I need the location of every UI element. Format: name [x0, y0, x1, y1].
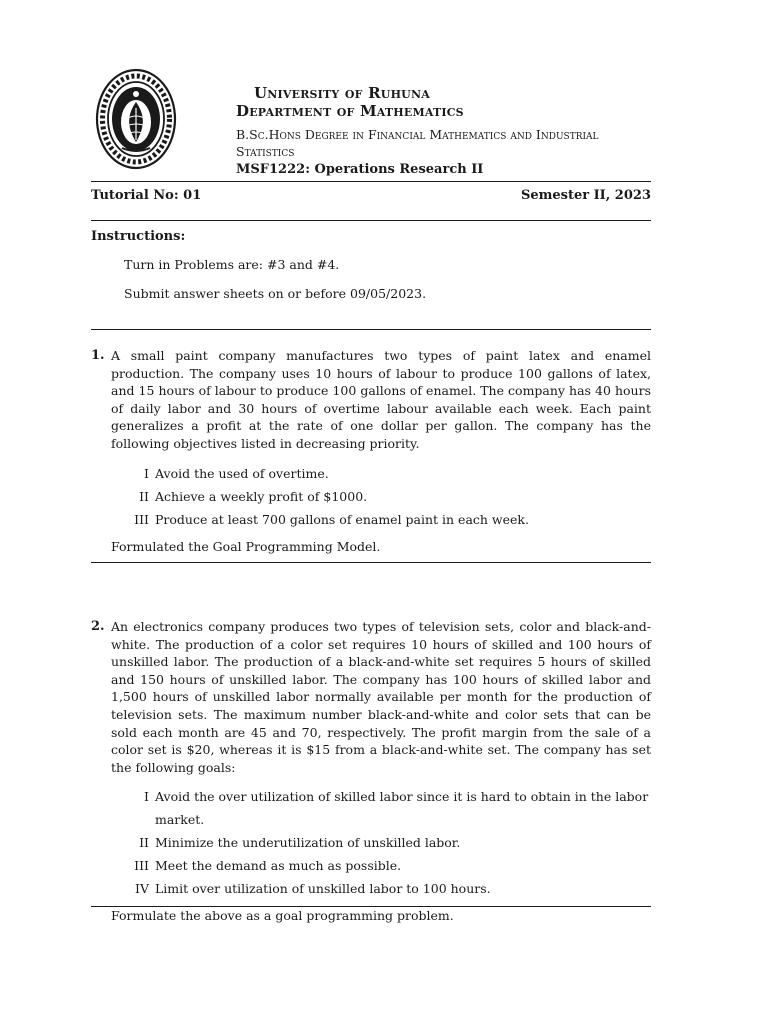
list-item: II Minimize the underutilization of unskilled labor.	[139, 835, 461, 851]
instruction-line: Turn in Problems are: #3 and #4.	[124, 257, 340, 272]
instruction-line: Submit answer sheets on or before 09/05/2023.	[124, 286, 427, 301]
list-item: IV Limit over utilization of unskilled labor to 100 hours.	[135, 881, 491, 897]
problem-2	[91, 618, 651, 925]
divider	[91, 562, 651, 563]
university-crest-icon	[95, 68, 177, 170]
header	[236, 84, 676, 179]
problem-text: An electronics company produces two types of television sets, color and black-and-white. The production of a color set requires 10 hours of skilled and 100 hours of unskilled labor. The production of a black-and-white set requires 5 hours of skilled and 150 hours of unskilled labor. The company has 100 hours of skilled labor and 1,500 hours of unskilled labor normally available per month for the production of television sets. The maximum number black-and-white and color sets that can be sold each month are 45 and 70, respectively. The profit margin from the sale of a color set is $20, whereas it is $15 from a black-and-white set. The company has set the following goals:	[111, 619, 651, 775]
problem-closing: Formulate the above as a goal programming problem.	[111, 908, 454, 924]
divider	[91, 906, 651, 907]
problem-text: A small paint company manufactures two types of paint latex and enamel production. The company uses 10 hours of labour to produce 100 gallons of latex, and 15 hours of labour to produce 100 gallons of enamel. The company has 40 hours of daily labor and 30 hours of overtime labour available each week. Each paint generalizes a profit at the rate of one dollar per gallon. The company has the following objectives listed in decreasing priority.	[111, 348, 651, 451]
goal-list	[111, 785, 651, 900]
semester: Semester II, 2023	[520, 188, 651, 203]
problem-closing: Formulated the Goal Programming Model.	[111, 538, 381, 554]
problem-1	[91, 347, 651, 555]
instructions-heading: Instructions:	[91, 229, 186, 244]
divider	[91, 220, 651, 221]
problem-number: 2.	[91, 619, 105, 634]
degree-name: B.Sc.Hons Degree in Financial Mathematics and Industrial Statistics	[236, 127, 599, 159]
list-item: III Produce at least 700 gallons of enamel paint in each week.	[134, 511, 529, 527]
university-name: University of Ruhuna	[254, 84, 430, 102]
list-item: I Avoid the over utilization of skilled labor since it is hard to obtain in the labor market.	[144, 789, 649, 828]
list-item: III Meet the demand as much as possible.	[134, 858, 402, 874]
course-title: MSF1222: Operations Research II	[236, 162, 484, 177]
tutorial-number: Tutorial No: 01	[91, 188, 202, 203]
list-item: I Avoid the used of overtime.	[144, 465, 329, 481]
goal-list	[111, 462, 651, 531]
tutorial-meta-row	[91, 188, 651, 203]
department-name: Department of Mathematics	[236, 102, 464, 120]
problem-number: 1.	[91, 348, 105, 363]
divider	[91, 329, 651, 330]
list-item: II Achieve a weekly profit of $1000.	[139, 488, 368, 504]
divider	[91, 181, 651, 182]
